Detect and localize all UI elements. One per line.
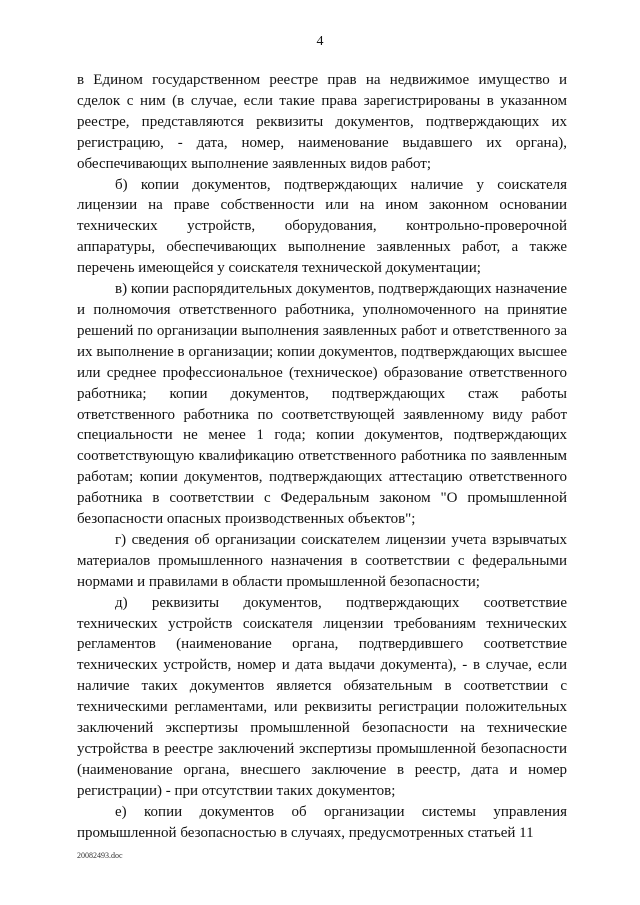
footer-filename: 20082493.doc	[77, 851, 123, 860]
paragraph-item-g: г) сведения об организации соискателем лицензии учета взрывчатых материалов промышленного назначения в соответствии с федеральными нормами и правилами в области промышленной безопасности;	[77, 531, 567, 590]
paragraph-item-e: е) копии документов об организации системы управления промышленной безопасностью в случаях, предусмотренных статьей 11	[77, 803, 567, 841]
paragraph-item-d: д) реквизиты документов, подтверждающих соответствие технических устройств соискателя лицензии требованиям технических регламентов (наименование органа, подтвердившего соответствие технических устройств, номер и дата выдачи документа), - в случае, если наличие таких документов является обязательным в соответствии с техническими регламентами, или реквизиты регистрации положительных заключений экспертизы промышленной безопасности на технические устройства в реестре заключений экспертизы промышленной безопасности (наименование органа, внесшего заключение в реестр, дата и номер регистрации) - при отсутствии таких документов;	[77, 594, 567, 799]
page-number: 4	[316, 34, 324, 49]
paragraph-item-b: б) копии документов, подтверждающих наличие у соискателя лицензии на праве собственности или на ином законном основании технических устройств, оборудования, контрольно-проверочной аппаратуры, обеспечивающих выполнение заявленных работ, а также перечень имеющейся у соискателя технической документации;	[77, 176, 567, 277]
paragraph-item-v: в) копии распорядительных документов, подтверждающих назначение и полномочия ответственного работника, уполномоченного на принятие решений по организации выполнения заявленных работ и ответственного за их выполнение в организации; копии документов, подтверждающих высшее или среднее профессиональное (техническое) образование ответственного работника; копии документов, подтверждающих стаж работы ответственного работника по соответствующей заявленному виду работ специальности не менее 1 года; копии документов, подтверждающих соответствующую квалификацию ответственного работника по заявленным работам; копии документов, подтверждающих аттестацию ответственного работника в соответствии с Федеральным законом "О промышленной безопасности опасных производственных объектов";	[77, 281, 567, 528]
document-body	[77, 70, 567, 844]
paragraph-continuation: в Едином государственном реестре прав на недвижимое имущество и сделок с ним (в случае, если такие права зарегистрированы в указанном реестре, представляются реквизиты документов, подтверждающих их регистрацию, - дата, номер, наименование выдавшего их органа), обеспечивающих выполнение заявленных видов работ;	[77, 72, 567, 172]
